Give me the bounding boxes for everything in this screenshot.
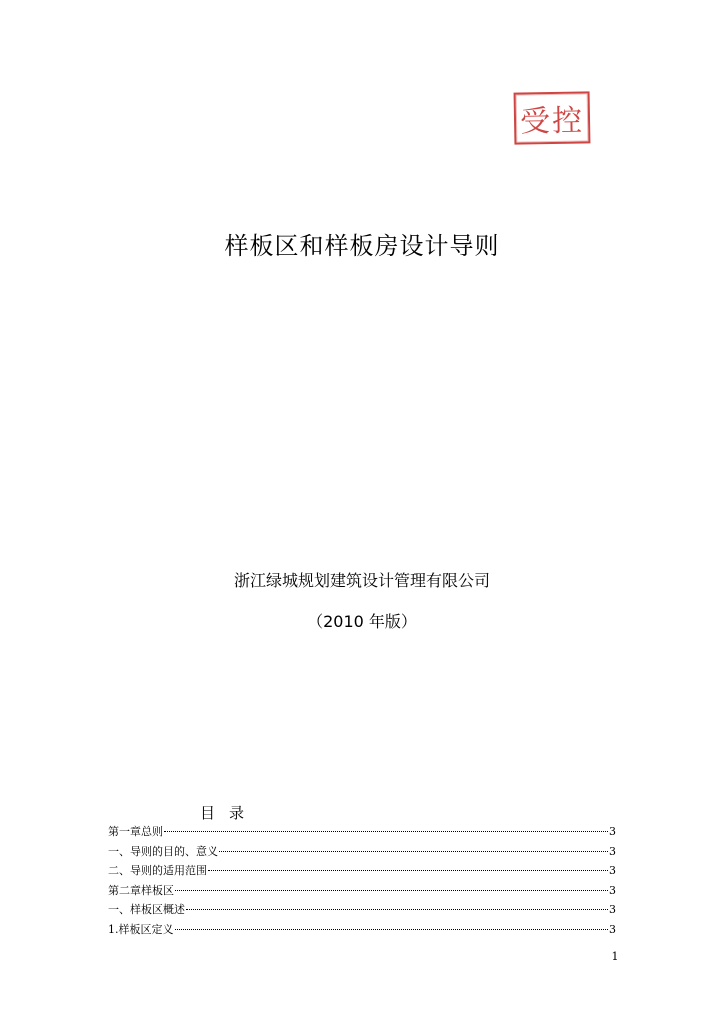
toc-leader-dots xyxy=(175,890,608,891)
toc-entry-page: 3 xyxy=(609,883,616,897)
toc-entry-label: 一、导则的目的、意义 xyxy=(108,844,218,858)
toc-entry[interactable] xyxy=(108,822,616,842)
toc-leader-dots xyxy=(208,870,608,871)
company-name: 浙江绿城规划建筑设计管理有限公司 xyxy=(233,571,490,590)
table-of-contents xyxy=(108,822,616,940)
toc-entry-label: 1.样板区定义 xyxy=(108,922,174,936)
toc-entry-label: 一、样板区概述 xyxy=(108,903,185,917)
page-number: 1 xyxy=(611,950,619,963)
toc-entry[interactable] xyxy=(108,861,616,881)
toc-entry-label: 第一章总则 xyxy=(108,825,163,838)
toc-entry-page: 3 xyxy=(609,864,616,878)
toc-heading: 目录 xyxy=(200,804,259,822)
toc-leader-dots xyxy=(186,909,608,910)
toc-entry[interactable] xyxy=(108,842,616,862)
document-title: 样板区和样板房设计导则 xyxy=(224,232,500,260)
toc-entry-page: 3 xyxy=(609,825,616,838)
toc-entry-label: 第二章样板区 xyxy=(108,883,174,897)
toc-entry[interactable] xyxy=(108,900,616,920)
toc-entry[interactable] xyxy=(108,920,616,940)
toc-entry-page: 3 xyxy=(609,844,616,858)
edition-label: （2010 年版） xyxy=(307,612,417,631)
toc-leader-dots xyxy=(164,831,608,832)
stamp-text: 受控 xyxy=(519,103,585,140)
toc-leader-dots xyxy=(175,929,609,930)
toc-leader-dots xyxy=(219,851,608,852)
toc-entry-page: 3 xyxy=(609,922,616,936)
toc-entry-label: 二、导则的适用范围 xyxy=(108,864,207,878)
toc-entry[interactable] xyxy=(108,881,616,901)
toc-entry-page: 3 xyxy=(609,903,616,917)
control-stamp xyxy=(514,91,591,144)
